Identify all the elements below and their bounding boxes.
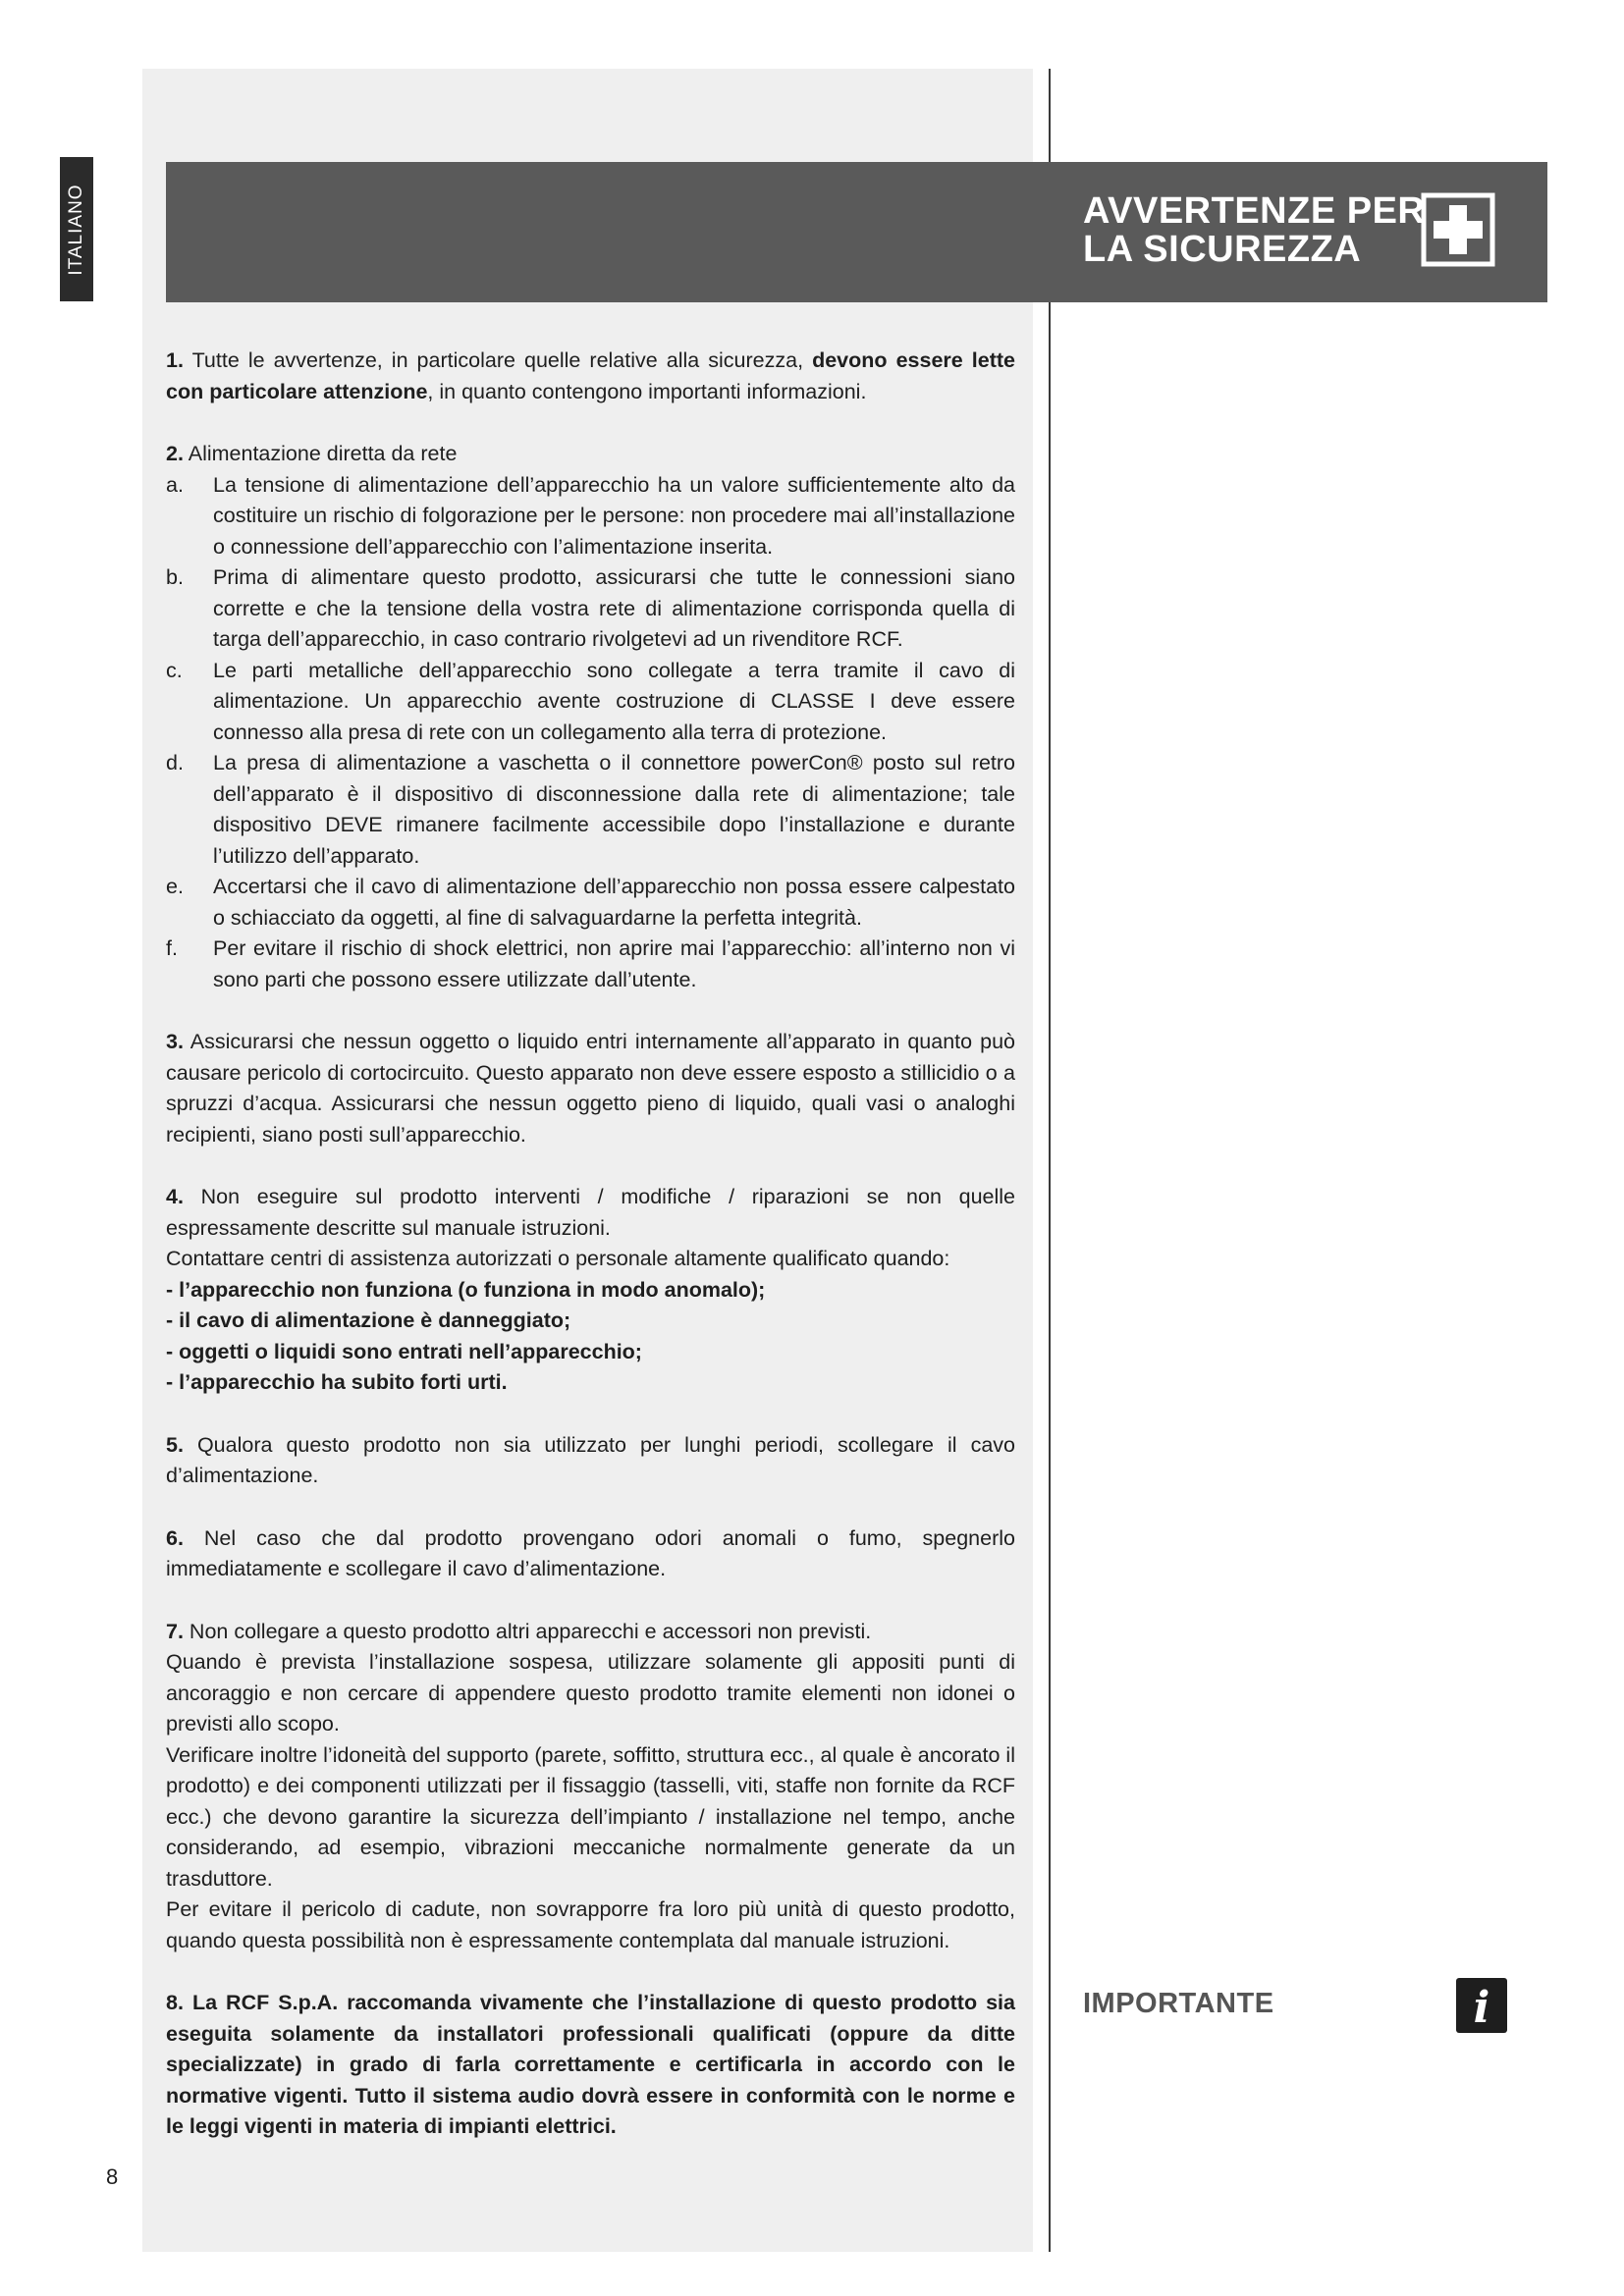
warning-2-item-c: c. Le parti metalliche dell’apparecchio sono collegate a terra tramite il cavo di alimentazione. Un apparecchio avente costruzione di CLASSE I deve essere connesso alla presa di rete con un collegamento alla terra di protezione.: [166, 658, 1015, 744]
warning-7-para-4: Per evitare il pericolo di cadute, non sovrapporre fra loro più unità di questo prodotto, quando questa possibilità non è espressamente contemplata dal manuale istruzioni.: [166, 1897, 1015, 1952]
warning-5: 5. Qualora questo prodotto non sia utilizzato per lunghi periodi, scollegare il cavo d’alimentazione.: [166, 1432, 1015, 1487]
column-divider: [1049, 69, 1051, 2252]
warning-4-bullet: - l’apparecchio ha subito forti urti.: [166, 1370, 508, 1394]
language-label: ITALIANO: [66, 183, 86, 276]
svg-text:i: i: [1473, 1983, 1490, 2033]
section-title: [1083, 190, 1426, 270]
section-title-line2: LA SICUREZZA: [1083, 229, 1362, 270]
warning-3: 3. Assicurarsi che nessun oggetto o liquido entri internamente all’apparato in quanto può causare pericolo di cortocircuito. Questo apparato non deve essere esposto a stillicidio o a spruzzi d’acqua. Assicurarsi che nessun oggetto pieno di liquido, quali vasi o analoghi recipienti, siano posti sull’apparecchio.: [166, 1030, 1015, 1147]
warning-8: 8. La RCF S.p.A. raccomanda vivamente che l’installazione di questo prodotto sia eseguita solamente da installatori professionali qualificati (oppure da ditte specializzate) in grado di farla correttamente e certificarla in accordo con le normative vigenti. Tutto il sistema audio dovrà essere in conformità con le norme e le leggi vigenti in materia di impianti elettrici.: [166, 1991, 1015, 2138]
warning-4-bullet: - oggetti o liquidi sono entrati nell’apparecchio;: [166, 1339, 642, 1363]
warning-1: 1. Tutte le avvertenze, in particolare quelle relative alla sicurezza, devono essere lette con particolare attenzione, in quanto contengono importanti informazioni.: [166, 348, 1015, 403]
warning-2-item-f: f. Per evitare il rischio di shock elettrici, non aprire mai l’apparecchio: all’interno non vi sono parti che possono essere utilizzate dall’utente.: [166, 936, 1015, 991]
warning-7-para-3: Verificare inoltre l’idoneità del supporto (parete, soffitto, struttura ecc., al quale è ancorato il prodotto) e dei componenti utilizzati per il fissaggio (tasselli, viti, staffe non fornite da RCF ecc.) che devono garantire la sicurezza dell’impianto / installazione nel tempo, anche considerando, ad esempio, vibrazioni meccaniche normalmente generate da un trasduttore.: [166, 1742, 1015, 1891]
section-title-line1: AVVERTENZE PER: [1083, 190, 1426, 232]
warning-4-bullet: - il cavo di alimentazione è danneggiato;: [166, 1308, 571, 1332]
warning-6: 6. Nel caso che dal prodotto provengano odori anomali o fumo, spegnerlo immediatamente e scollegare il cavo d’alimentazione.: [166, 1525, 1015, 1580]
warning-2-item-e: e. Accertarsi che il cavo di alimentazione dell’apparecchio non possa essere calpestato o schiacciato da oggetti, al fine di salvaguardarne la perfetta integrità.: [166, 875, 1015, 930]
warning-2-item-a: a. La tensione di alimentazione dell’apparecchio ha un valore sufficientemente alto da costituire un rischio di folgorazione per le persone: non procedere mai all’installazione o connessione dell’apparecchio con l’alimentazione inserita.: [166, 472, 1015, 559]
warning-4-intro: Contattare centri di assistenza autorizzati o personale altamente qualificato quando:: [166, 1247, 950, 1270]
important-label: IMPORTANTE: [1083, 1988, 1274, 2019]
language-tab: [60, 157, 93, 301]
warning-2-item-b: b. Prima di alimentare questo prodotto, assicurarsi che tutte le connessioni siano corrette e che la tensione della vostra rete di alimentazione corrisponda quella di targa dell’apparecchio, in caso contrario rivolgetevi ad un rivenditore RCF.: [166, 565, 1015, 651]
first-aid-cross-icon: [1421, 192, 1495, 267]
warning-2-heading: 2. Alimentazione diretta da rete: [166, 442, 458, 465]
warning-7: 7. Non collegare a questo prodotto altri apparecchi e accessori non previsti.: [166, 1619, 872, 1643]
warning-7-para-2: Quando è prevista l’installazione sospesa, utilizzare solamente gli appositi punti di ancoraggio e non cercare di appendere questo prodotto tramite elementi non idonei o previsti allo scopo.: [166, 1650, 1015, 1735]
info-icon: [1456, 1978, 1507, 2033]
warning-4: 4. Non eseguire sul prodotto interventi / modifiche / riparazioni se non quelle espressamente descritte sul manuale istruzioni.: [166, 1185, 1015, 1240]
page-number: 8: [106, 2164, 119, 2189]
warning-2-item-d: d. La presa di alimentazione a vaschetta o il connettore powerCon® posto sul retro dell’apparato è il dispositivo di disconnessione dalla rete di alimentazione; tale dispositivo DEVE rimanere facilmente accessibile dopo l’installazione e durante l’utilizzo dell’apparato.: [166, 751, 1015, 868]
safety-warnings-text: [166, 346, 1015, 2143]
warning-4-bullet: - l’apparecchio non funziona (o funziona in modo anomalo);: [166, 1277, 766, 1302]
